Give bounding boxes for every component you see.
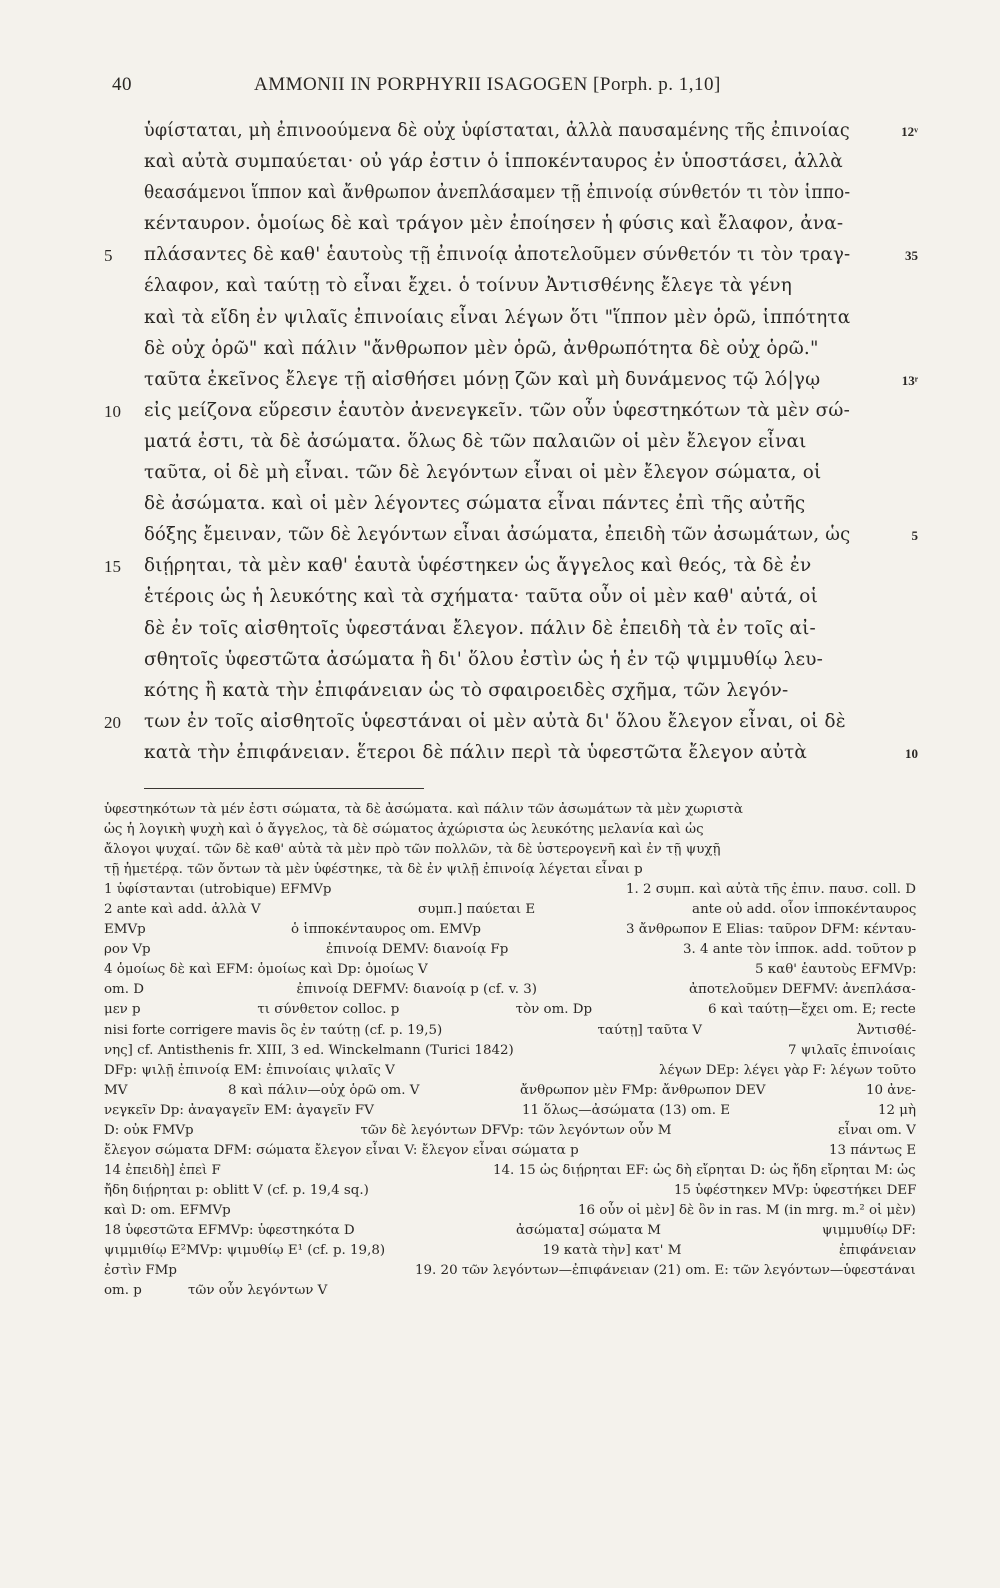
apparatus-line <box>0 1002 1000 1022</box>
apparatus-entry: 12 μὴ <box>878 1102 917 1118</box>
scholia-line <box>0 862 1000 882</box>
apparatus-entry: DFp: ψιλῇ ἐπινοίᾳ EM: ἐπινοίαις ψιλαῖς V <box>104 1062 395 1078</box>
apparatus-entry: καὶ D: om. EFMVp <box>104 1202 231 1218</box>
apparatus-entry: 14 ἐπειδὴ] ἐπεὶ F <box>104 1162 221 1178</box>
text-line <box>0 462 1000 493</box>
apparatus-entry: 18 ὑφεστῶτα EFMVp: ὑφεστηκότα D <box>104 1222 355 1238</box>
apparatus-entry: 8 καὶ πάλιν—οὐχ ὁρῶ om. V <box>228 1082 420 1098</box>
apparatus-entry: EMVp <box>104 922 146 938</box>
apparatus-line <box>0 1023 1000 1043</box>
text-line <box>0 400 1000 431</box>
apparatus-entry: om. p <box>104 1283 142 1299</box>
line-text: ἑτέροις ὡς ἡ λευκότης καὶ τὰ σχήματα· ταῦτα οὖν οἱ μὲν καθ' αὑτά, οἱ <box>144 586 818 608</box>
critical-apparatus <box>0 802 1000 1303</box>
apparatus-line <box>0 1203 1000 1223</box>
line-text: δόξης ἔμειναν, τῶν δὲ λεγόντων εἶναι ἀσώματα, ἐπειδὴ τῶν ἀσωμάτων, ὡς <box>144 524 851 546</box>
apparatus-entry: λέγων DEp: λέγει γὰρ F: λέγων τοῦτο <box>659 1062 917 1078</box>
apparatus-line <box>0 1083 1000 1103</box>
text-line <box>0 618 1000 649</box>
page-number: 40 <box>112 74 132 95</box>
scholia-text: ὑφεστηκότων τὰ μέν ἐστι σώματα, τὰ δὲ ἀσώματα. καὶ πάλιν τῶν ἀσωμάτων τὰ μὲν χωριστὰ <box>104 802 743 817</box>
line-text: πλάσαντες δὲ καθ' ἑαυτοὺς τῇ ἐπινοίᾳ ἀποτελοῦμεν σύνθετόν τι τὸν τραγ- <box>144 244 851 266</box>
margin-reference: 12ᵛ <box>901 124 918 139</box>
apparatus-entry: τὸν om. Dp <box>515 1002 593 1018</box>
apparatus-line <box>0 1143 1000 1163</box>
apparatus-line <box>0 1163 1000 1183</box>
apparatus-entry: 16 οὖν οἱ μὲν] δὲ ὂν in ras. M (in mrg. m.² οἱ μὲν) <box>578 1202 916 1218</box>
line-text: ὑφίσταται, μὴ ἐπινοούμενα δὲ οὐχ ὑφίσταται, ἀλλὰ παυσαμένης τῆς ἐπινοίας <box>144 120 850 141</box>
apparatus-entry: νης] cf. Antisthenis fr. XIII, 3 ed. Winckelmann (Turici 1842) <box>104 1042 514 1058</box>
margin-reference: 5 <box>911 528 918 544</box>
apparatus-entry: ἄνθρωπον μὲν FMp: ἄνθρωπον DEV <box>520 1082 766 1098</box>
footnote-rule <box>144 788 424 789</box>
line-text: καὶ αὐτὰ συμπαύεται· οὐ γάρ ἐστιν ὁ ἱπποκένταυρος ἐν ὑποστάσει, ἀλλὰ <box>144 151 843 173</box>
apparatus-line <box>0 1183 1000 1203</box>
apparatus-entry: τι σύνθετον colloc. p <box>257 1002 400 1018</box>
text-line <box>0 742 1000 773</box>
line-text: θεασάμενοι ἵππον καὶ ἄνθρωπον ἀνεπλάσαμεν τῇ ἐπινοίᾳ σύνθετόν τι τὸν ἱππο- <box>144 182 851 204</box>
line-text: έλαφον, καὶ ταύτῃ τὸ εἶναι ἔχει. ὁ τοίνυν Ἀντισθένης ἔλεγε τὰ γένη <box>144 275 793 297</box>
text-line <box>0 493 1000 524</box>
apparatus-line <box>0 982 1000 1002</box>
line-text: καὶ τὰ εἴδη ἐν ψιλαῖς ἐπινοίαις εἶναι λέγων ὅτι "ἵππον μὲν ὁρῶ, ἱππότητα <box>144 306 851 328</box>
line-number: 5 <box>104 246 113 266</box>
apparatus-entry: τῶν οὖν λεγόντων V <box>188 1283 328 1299</box>
apparatus-entry: ἐπιφάνειαν <box>839 1243 917 1259</box>
apparatus-entry: om. D <box>104 982 145 998</box>
apparatus-line <box>0 1063 1000 1083</box>
apparatus-entry: 3. 4 ante τὸν ἱπποκ. add. τοῦτον p <box>683 942 917 958</box>
apparatus-entry: ἐπινοίᾳ DEFMV: διανοίᾳ p (cf. v. 3) <box>296 982 537 998</box>
apparatus-entry: ταύτῃ] ταῦτα V <box>597 1022 702 1038</box>
text-line <box>0 182 1000 213</box>
line-text: δὲ ἐν τοῖς αἰσθητοῖς ὑφεστάναι ἔλεγον. πάλιν δὲ ἐπειδὴ τὰ ἐν τοῖς αἰ- <box>144 617 816 639</box>
apparatus-line <box>0 1043 1000 1063</box>
text-line <box>0 524 1000 555</box>
text-line <box>0 586 1000 617</box>
text-line <box>0 151 1000 182</box>
line-text: σθητοῖς ὑφεστῶτα ἀσώματα ἢ δι' ὅλου ἐστὶν ὡς ἡ ἐν τῷ ψιμμυθίῳ λευ- <box>144 648 824 670</box>
scholia-line <box>0 822 1000 842</box>
apparatus-entry: 1. 2 συμπ. καὶ αὐτὰ τῆς ἐπιν. παυσ. coll. D <box>626 882 917 898</box>
apparatus-entry: 7 ψιλαῖς ἐπινοίαις <box>788 1042 916 1058</box>
text-line <box>0 555 1000 586</box>
text-line <box>0 431 1000 462</box>
text-line <box>0 120 1000 151</box>
running-header <box>112 74 852 104</box>
apparatus-entry: συμπ.] παύεται E <box>418 902 536 918</box>
apparatus-entry: 1 ὑφίστανται (utrobique) EFMVp <box>104 882 332 898</box>
apparatus-line <box>0 1263 1000 1283</box>
apparatus-entry: 10 ἀνε- <box>866 1082 916 1098</box>
apparatus-entry: nisi forte corrigere mavis ὃς ἐν ταύτῃ (cf. p. 19,5) <box>104 1022 443 1038</box>
line-text: κένταυρον. ὁμοίως δὲ καὶ τράγον μὲν ἐποίησεν ἡ φύσις καὶ ἔλαφον, ἀνα- <box>144 213 844 235</box>
apparatus-entry: MV <box>104 1082 128 1098</box>
text-line <box>0 244 1000 275</box>
apparatus-entry: D: οὐκ FMVp <box>104 1122 194 1138</box>
line-text: διῄρηται, τὰ μὲν καθ' ἑαυτὰ ὑφέστηκεν ὡς ἄγγελος καὶ θεός, τὰ δὲ ἐν <box>144 555 812 577</box>
apparatus-line <box>0 922 1000 942</box>
line-text: των ἐν τοῖς αἰσθητοῖς ὑφεστάναι οἱ μὲν αὐτὰ δι' ὅλου ἔλεγον εἶναι, οἱ δὲ <box>144 710 846 732</box>
apparatus-entry: 15 ὑφέστηκεν MVp: ὑφεστήκει DEF <box>674 1182 917 1198</box>
apparatus-entry: τῶν δὲ λεγόντων DFVp: τῶν λεγόντων οὖν M <box>360 1122 672 1138</box>
line-text: δὲ ἀσώματα. καὶ οἱ μὲν λέγοντες σώματα εἶναι πάντες ἐπὶ τῆς αὐτῆς <box>144 493 806 515</box>
apparatus-entry: 3 ἄνθρωπον E Elias: ταῦρον DFM: κένταυ- <box>626 922 917 938</box>
apparatus-entry: ἔλεγον σώματα DFM: σώματα ἔλεγον εἶναι V: ἔλεγον εἶναι σώματα p <box>104 1142 579 1158</box>
apparatus-entry: ἐπινοίᾳ DEMV: διανοίᾳ Fp <box>326 942 509 958</box>
apparatus-entry: 5 καθ' ἑαυτοὺς EFMVp: <box>755 962 917 978</box>
text-line <box>0 711 1000 742</box>
apparatus-entry: ἤδη διῄρηται p: oblitt V (cf. p. 19,4 sq.) <box>104 1182 369 1198</box>
apparatus-entry: νεγκεῖν Dp: ἀναγαγεῖν EM: ἀγαγεῖν FV <box>104 1102 374 1118</box>
apparatus-entry: 11 ὅλως—ἀσώματα (13) om. E <box>522 1102 730 1118</box>
scholia-line <box>0 802 1000 822</box>
text-line <box>0 307 1000 338</box>
line-text: ταῦτα, οἱ δὲ μὴ εἶναι. τῶν δὲ λεγόντων εἶναι οἱ μὲν ἔλεγον σώματα, οἱ <box>144 462 822 484</box>
apparatus-entry: 19 κατὰ τὴν] κατ' M <box>542 1243 682 1259</box>
apparatus-entry: 6 καὶ ταύτῃ—ἔχει om. E; recte <box>708 1002 916 1018</box>
apparatus-entry: ἐστὶν FMp <box>104 1263 177 1279</box>
text-line <box>0 338 1000 369</box>
text-line <box>0 369 1000 400</box>
apparatus-entry: ὁ ἱπποκένταυρος om. EMVp <box>291 922 481 938</box>
apparatus-entry: ψιμμιθίῳ E²MVp: ψιμυθίῳ E¹ (cf. p. 19,8) <box>104 1243 386 1259</box>
text-line <box>0 649 1000 680</box>
line-text: ματά ἐστι, τὰ δὲ ἀσώματα. ὅλως δὲ τῶν παλαιῶν οἱ μὲν ἔλεγον εἶναι <box>144 430 807 452</box>
apparatus-line <box>0 1283 1000 1303</box>
line-number: 15 <box>104 557 121 577</box>
apparatus-entry: 14. 15 ὡς διῄρηται EF: ὡς δὴ εἴρηται D: ὡς ἤδη εἴρηται M: ὡς <box>493 1162 916 1178</box>
text-line <box>0 213 1000 244</box>
margin-reference: 35 <box>905 248 918 264</box>
line-text: δὲ οὐχ ὁρῶ" καὶ πάλιν "ἄνθρωπον μὲν ὁρῶ, ἀνθρωπότητα δὲ οὐχ ὁρῶ." <box>144 337 819 359</box>
main-text <box>0 120 1000 773</box>
margin-reference: 13ʳ <box>901 372 918 388</box>
apparatus-line <box>0 962 1000 982</box>
apparatus-line <box>0 1243 1000 1263</box>
apparatus-entry: εἶναι om. V <box>838 1122 916 1138</box>
apparatus-entry: ρον Vp <box>104 942 151 958</box>
apparatus-entry: 13 πάντως E <box>829 1142 917 1158</box>
apparatus-line <box>0 1123 1000 1143</box>
apparatus-line <box>0 942 1000 962</box>
line-number: 20 <box>104 712 121 732</box>
apparatus-line <box>0 1103 1000 1123</box>
apparatus-entry: ἀσώματα] σώματα M <box>516 1222 662 1238</box>
line-text: ταῦτα ἐκεῖνος ἔλεγε τῇ αἰσθήσει μόνῃ ζῶν καὶ μὴ δυνάμενος τῷ λό|γῳ <box>144 368 821 390</box>
apparatus-entry: 19. 20 τῶν λεγόντων—ἐπιφάνειαν (21) om. E: τῶν λεγόντων—ὑφεστάναι <box>415 1263 916 1279</box>
apparatus-entry: ante οὐ add. οἷον ἱπποκένταυρος <box>692 902 917 918</box>
scholia-line <box>0 842 1000 862</box>
scholia-text: τῇ ἡμετέρᾳ. τῶν ὄντων τὰ μὲν ὑφέστηκε, τὰ δὲ ἐν ψιλῇ ἐπινοίᾳ λέγεται εἶναι p <box>104 862 643 878</box>
apparatus-entry: 4 ὁμοίως δὲ καὶ EFM: ὁμοίως καὶ Dp: ὁμοίως V <box>104 962 428 978</box>
line-text: κατὰ τὴν ἐπιφάνειαν. ἕτεροι δὲ πάλιν περὶ τὰ ὑφεστῶτα ἔλεγον αὐτὰ <box>144 741 807 763</box>
apparatus-entry: ψιμμυθίῳ DF: <box>822 1222 916 1238</box>
apparatus-line <box>0 1223 1000 1243</box>
margin-reference: 10 <box>905 745 918 761</box>
apparatus-line <box>0 902 1000 922</box>
apparatus-entry: Ἀντισθέ- <box>857 1022 917 1038</box>
apparatus-line <box>0 882 1000 902</box>
apparatus-entry: μεν p <box>104 1002 141 1018</box>
line-number: 10 <box>104 401 121 421</box>
scholia-text: ὡς ἡ λογικὴ ψυχὴ καὶ ὁ ἄγγελος, τὰ δὲ σώματος ἀχώριστα ὡς λευκότης μελανία καὶ ὡς <box>104 822 704 838</box>
text-line <box>0 275 1000 306</box>
apparatus-entry: 2 ante καὶ add. ἀλλὰ V <box>104 902 261 918</box>
apparatus-entry: ἀποτελοῦμεν DEFMV: ἀνεπλάσα- <box>689 982 916 998</box>
text-line <box>0 680 1000 711</box>
running-title: AMMONII IN PORPHYRII ISAGOGEN [Porph. p. 1,10] <box>254 74 721 95</box>
line-text: κότης ἢ κατὰ τὴν ἐπιφάνειαν ὡς τὸ σφαιροειδὲς σχῆμα, τῶν λεγόν- <box>144 679 789 701</box>
scholia-text: ἄλογοι ψυχαί. τῶν δὲ καθ' αὑτὰ τὰ μὲν πρὸ τῶν πολλῶν, τὰ δὲ ὑστερογενῆ καὶ ἐν τῇ ψυχῇ <box>104 842 721 858</box>
line-text: εἰς μείζονα εὕρεσιν ἑαυτὸν ἀνενεγκεῖν. τῶν οὖν ὑφεστηκότων τὰ μὲν σώ- <box>144 399 850 421</box>
